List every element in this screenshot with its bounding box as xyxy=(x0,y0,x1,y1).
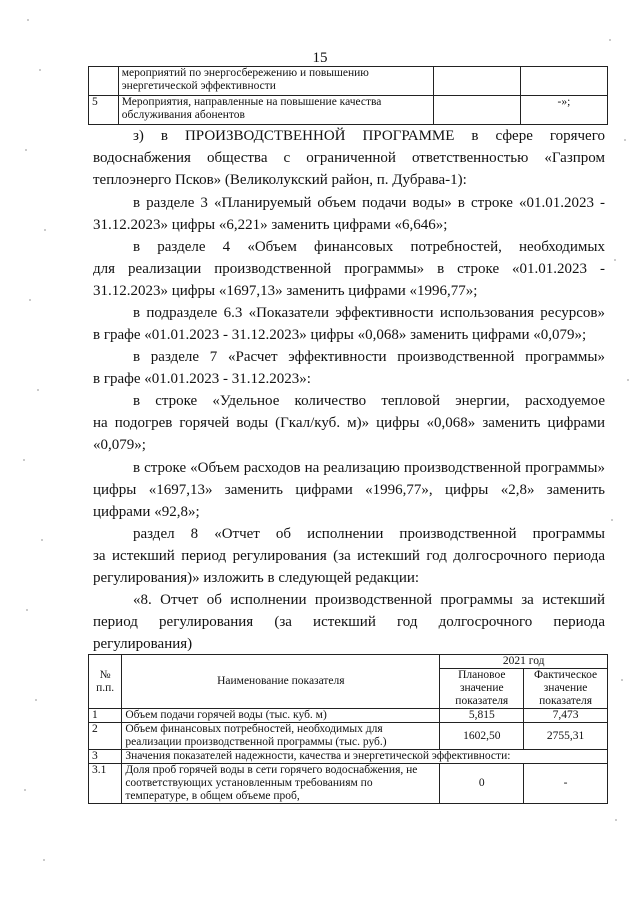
header-year: 2021 год xyxy=(440,655,608,669)
table-row xyxy=(89,764,608,804)
paragraph-section-3: в разделе 3 «Планируемый объем подачи воды» в строке «01.01.2023 - 31.12.2023» цифры «6,221» заменить цифрами «6,646»; xyxy=(93,195,605,233)
cell-actual: - xyxy=(524,764,608,804)
paragraph-section-4: в разделе 4 «Объем финансовых потребностей, необходимых для реализации производственной программы» в строке «01.01.2023 - 31.12.2023» цифры «1697,13» заменить цифрами «1996,77»; xyxy=(93,239,605,299)
table-cell-text: Мероприятия, направленные на повышение качества обслуживания абонентов xyxy=(118,96,433,125)
paragraph-section-8: раздел 8 «Отчет об исполнении производственной программы за истекший период регулирования (за истекший год долгосрочного периода регулирования)» изложить в следующей редакции: xyxy=(93,526,605,586)
report-table xyxy=(88,654,608,804)
cell-num: 2 xyxy=(89,723,122,750)
cell-actual: 2755,31 xyxy=(524,723,608,750)
paragraph-z: з) в ПРОИЗВОДСТВЕННОЙ ПРОГРАММЕ в сфере горячего водоснабжения общества с ограниченной ответственностью «Газпром теплоэнерго Псков» (Великолукский район, п. Дубрава-1): xyxy=(93,128,605,188)
table-row xyxy=(89,96,608,125)
cell-planned: 5,815 xyxy=(440,709,524,723)
table-cell-num: 5 xyxy=(89,96,119,125)
paragraph-subsection-6-3: в подразделе 6.3 «Показатели эффективности использования ресурсов» в графе «01.01.2023 - 31.12.2023» цифры «0,068» заменить цифрами «0,079»; xyxy=(93,305,605,343)
cell-num: 1 xyxy=(89,709,122,723)
cell-num: 3 xyxy=(89,750,122,764)
paragraph-report-heading: «8. Отчет об исполнении производственной программы за истекший период регулирования (за истекший год долгосрочного периода регулирования) xyxy=(93,592,605,652)
table-header-row xyxy=(89,655,608,669)
header-name: Наименование показателя xyxy=(122,655,440,709)
header-actual: Фактическое значение показателя xyxy=(524,669,608,709)
table-row xyxy=(89,709,608,723)
cell-actual: 7,473 xyxy=(524,709,608,723)
paragraph-specific-energy: в строке «Удельное количество тепловой энергии, расходуемое на подогрев горячей воды (Гкал/куб. м)» цифры «0,068» заменить цифрами «0,079»; xyxy=(93,393,605,453)
cell-planned: 0 xyxy=(440,764,524,804)
table-row xyxy=(89,750,608,764)
paragraph-expense-volume: в строке «Объем расходов на реализацию производственной программы» цифры «1697,13» заменить цифрами «1996,77», цифры «2,8» заменить цифрами «92,8»; xyxy=(93,460,605,520)
table-cell-value: -»; xyxy=(520,96,607,125)
table-cell-text: мероприятий по энергосбережению и повышению энергетической эффективности xyxy=(118,67,433,96)
paragraph-section-7: в разделе 7 «Расчет эффективности производственной программы» в графе «01.01.2023 - 31.12.2023»: xyxy=(93,349,605,387)
table-row xyxy=(89,67,608,96)
table-row xyxy=(89,723,608,750)
page-number: 15 xyxy=(312,50,328,66)
header-planned: Плановое значение показателя xyxy=(440,669,524,709)
cell-name: Объем финансовых потребностей, необходимых для реализации производственной программы (тыс. руб.) xyxy=(122,723,440,750)
top-table-fragment xyxy=(88,66,608,125)
cell-name: Объем подачи горячей воды (тыс. куб. м) xyxy=(122,709,440,723)
cell-name: Доля проб горячей воды в сети горячего водоснабжения, не соответствующих установленным требованиям по температуре, в общем объеме проб, xyxy=(122,764,440,804)
cell-num: 3.1 xyxy=(89,764,122,804)
cell-name: Значения показателей надежности, качества и энергетической эффективности: xyxy=(122,750,608,764)
header-num: № п.п. xyxy=(89,655,122,709)
cell-planned: 1602,50 xyxy=(440,723,524,750)
